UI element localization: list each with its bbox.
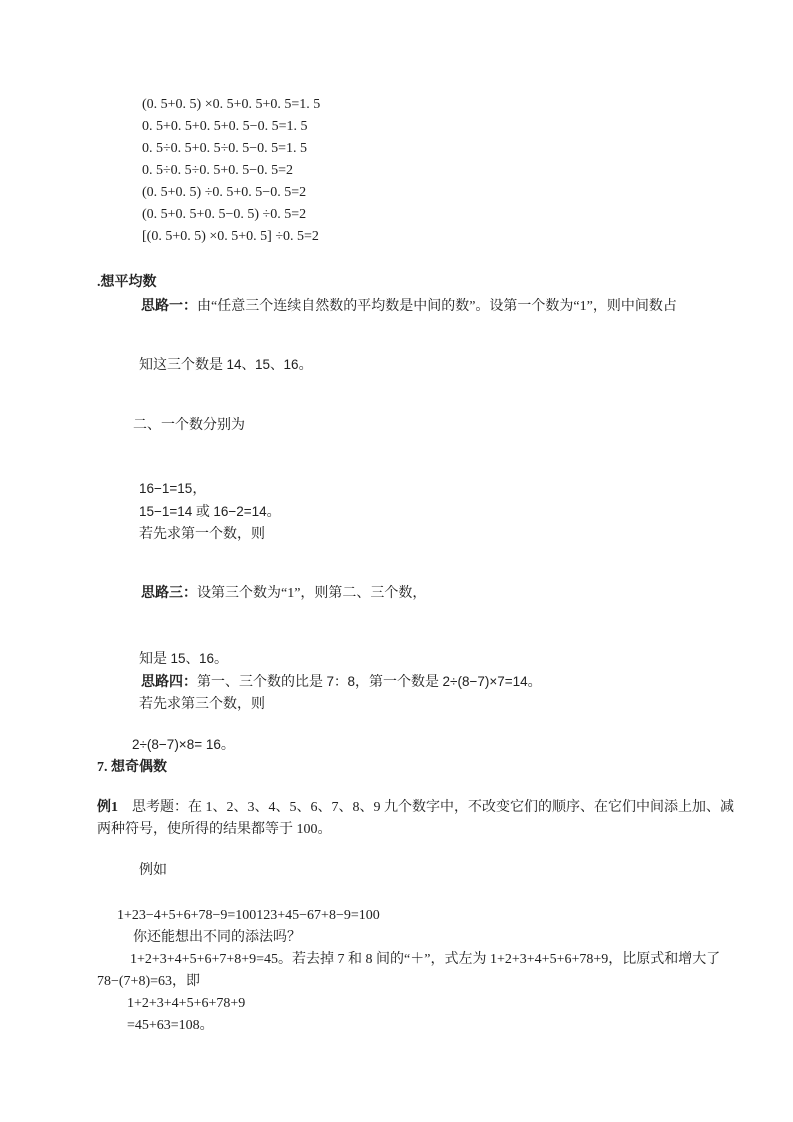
- equation-line: [97, 116, 745, 138]
- paragraph-line: [97, 927, 745, 949]
- text-segment: 你还能想出不同的添法吗？: [133, 930, 301, 945]
- section-heading: [97, 272, 745, 294]
- text-segment: 设第三个数为“1”，则第二、三个数，: [197, 586, 427, 601]
- text-segment: 1+2+3+4+5+6+7+8+9=45。若去掉 7 和 8 间的“＋”，式左为 1+2+3+4+5+6+78+9，比原式和增大了 78−(7+8)=63，即: [97, 952, 721, 989]
- text-segment: 知是: [139, 652, 171, 667]
- text-segment: 或: [192, 505, 214, 520]
- text-segment: 7：8: [326, 674, 356, 689]
- text-segment: 思考题：在 1、2、3、4、5、6、7、8、9 九个数字中，不改变它们的顺序、在它们中间添上加、减两种符号，使所得的结果都等于 100。: [97, 800, 734, 837]
- paragraph-line: [97, 583, 745, 605]
- equation-line: [97, 1015, 745, 1037]
- paragraph-line: [97, 860, 745, 882]
- bold-label: 思路三：: [141, 586, 197, 601]
- text-segment: 16−1=15: [139, 481, 193, 496]
- equation-line: [97, 905, 745, 927]
- text-segment: 知这三个数是: [139, 358, 227, 373]
- equation-line: [97, 993, 745, 1015]
- text-segment: 1+2+3+4+5+6+78+9: [127, 996, 246, 1011]
- paragraph-line: [97, 694, 745, 716]
- paragraph-line: [97, 648, 745, 671]
- text-segment: 。: [214, 652, 229, 667]
- equation-line: [97, 138, 745, 160]
- equation-line: [97, 94, 745, 116]
- bold-label: 思路一：: [141, 299, 197, 314]
- equation-line: [97, 204, 745, 226]
- text-segment: 。: [266, 505, 281, 520]
- bold-label: .想平均数: [97, 275, 157, 290]
- text-segment: 若先求第一个数，则: [139, 527, 265, 542]
- paragraph-line: [97, 524, 745, 546]
- text-segment: 。: [527, 675, 542, 690]
- text-segment: 。: [220, 738, 235, 753]
- equation-line: [97, 226, 745, 248]
- text-segment: 2÷(8−7)×7=14: [442, 674, 528, 689]
- text-segment: 0. 5+0. 5+0. 5+0. 5−0. 5=1. 5: [142, 119, 308, 134]
- text-segment: 二、一个数分别为: [133, 418, 245, 433]
- paragraph-line: [97, 797, 745, 841]
- text-segment: =45+63=108。: [127, 1018, 214, 1033]
- paragraph-line: [97, 501, 745, 524]
- text-segment: 0. 5÷0. 5+0. 5÷0. 5−0. 5=1. 5: [142, 141, 308, 156]
- text-segment: 若先求第三个数，则: [139, 697, 265, 712]
- section-heading: [97, 757, 745, 779]
- text-segment: ，: [192, 482, 207, 497]
- text-segment: 1+23−4+5+6+78−9=100123+45−67+8−9=100: [117, 908, 380, 923]
- bold-label: 例1: [97, 800, 118, 815]
- text-segment: 第一、三个数的比是: [197, 675, 327, 690]
- bold-label: 思路四：: [141, 675, 197, 690]
- paragraph-line: [97, 296, 745, 318]
- text-segment: 由“任意三个连续自然数的平均数是中间的数”。设第一个数为“1”，则中间数占: [197, 299, 677, 314]
- text-segment: 0. 5÷0. 5÷0. 5+0. 5−0. 5=2: [142, 163, 294, 178]
- document-content: [97, 94, 745, 1037]
- equation-line: [97, 182, 745, 204]
- equation-line: [97, 160, 745, 182]
- paragraph-line: [97, 354, 745, 377]
- text-segment: 。: [298, 358, 313, 373]
- paragraph-line: [97, 949, 745, 993]
- text-segment: (0. 5+0. 5) ×0. 5+0. 5+0. 5=1. 5: [142, 97, 321, 112]
- text-segment: (0. 5+0. 5+0. 5−0. 5) ÷0. 5=2: [142, 207, 307, 222]
- text-segment: 2÷(8−7)×8= 16: [132, 737, 221, 752]
- text-segment: (0. 5+0. 5) ÷0. 5+0. 5−0. 5=2: [142, 185, 307, 200]
- text-segment: 16−2=14: [213, 504, 267, 519]
- text-segment: 15−1=14: [139, 504, 193, 519]
- paragraph-line: [97, 671, 745, 694]
- paragraph-line: [97, 734, 745, 757]
- paragraph-line: [97, 415, 745, 437]
- text-segment: [(0. 5+0. 5) ×0. 5+0. 5] ÷0. 5=2: [142, 229, 319, 244]
- text-segment: 14、15、16: [226, 357, 299, 372]
- text-segment: 例如: [139, 863, 167, 878]
- text-segment: ，第一个数是: [355, 675, 443, 690]
- paragraph-line: [97, 478, 745, 501]
- text-segment: 15、16: [170, 651, 215, 666]
- bold-label: 7. 想奇偶数: [97, 760, 167, 775]
